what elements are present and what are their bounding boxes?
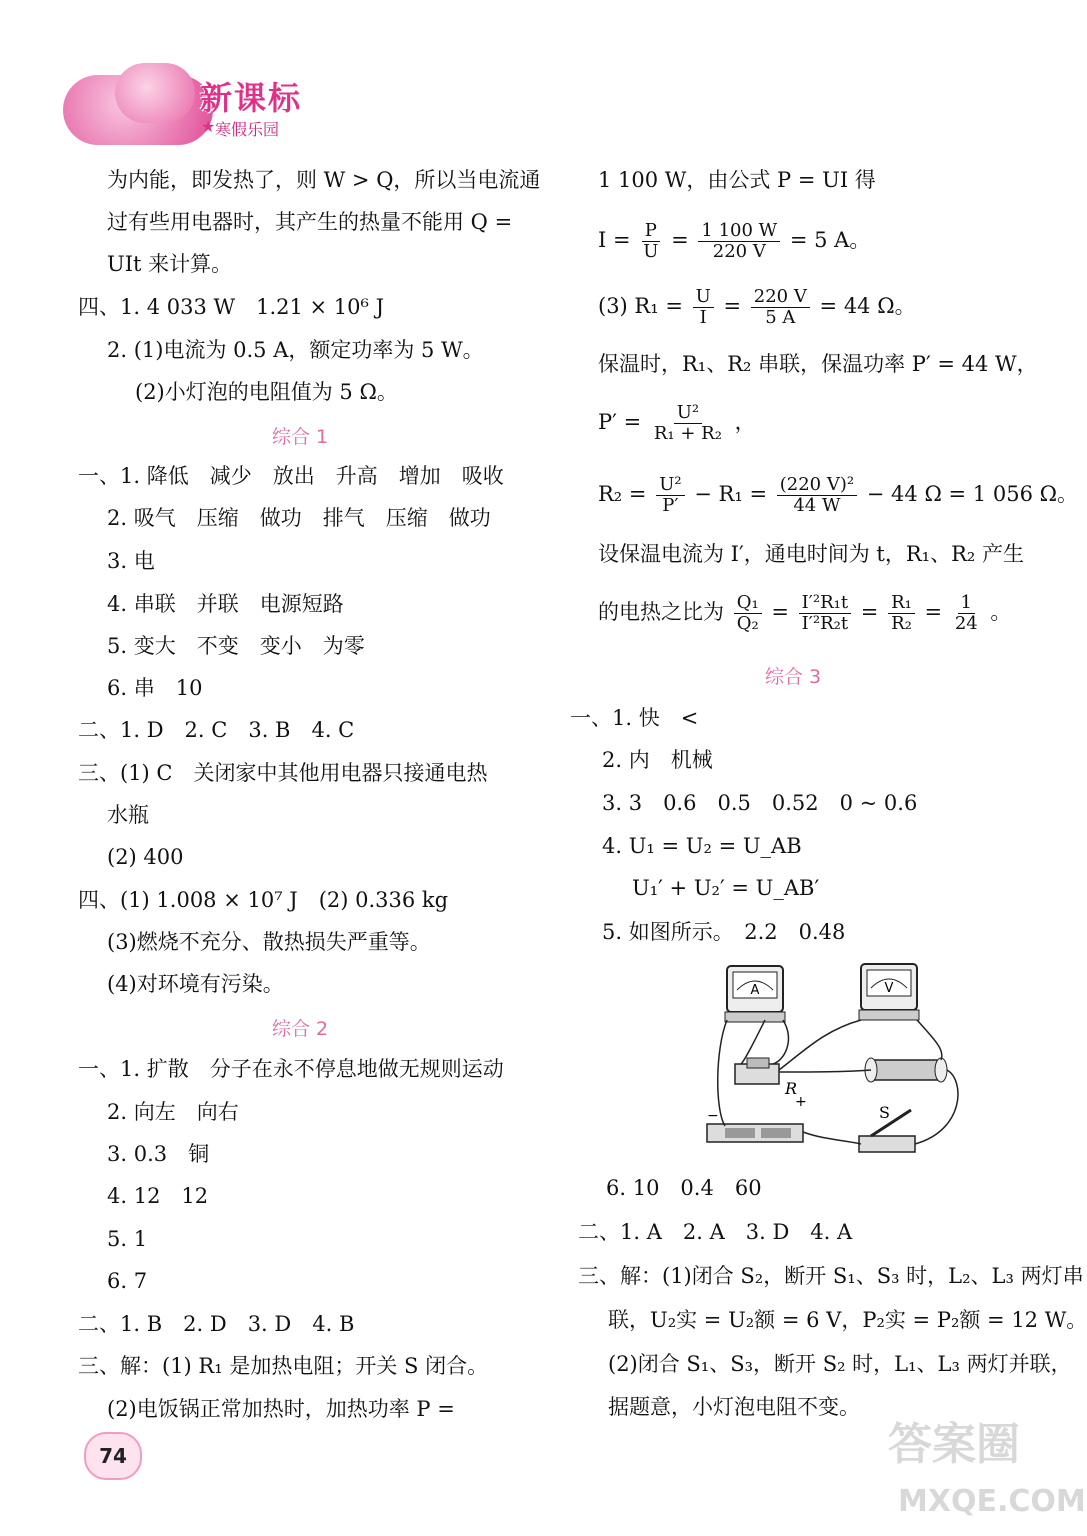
- left-line-17: 四、(1) 1.008 × 10⁷ J (2) 0.336 kg: [78, 888, 449, 912]
- fraction-numerator: U²: [674, 403, 702, 424]
- battery-positive-label: +: [795, 1094, 807, 1110]
- left-line-13: 二、1. D 2. C 3. B 4. C: [78, 718, 355, 742]
- wire: [915, 1070, 958, 1144]
- watermark-url: MXQE.COM: [898, 1484, 1086, 1519]
- formula-text: 的电热之比为: [598, 600, 724, 624]
- voltmeter-label: V: [884, 981, 894, 996]
- fraction: [693, 287, 714, 328]
- formula-text: = 44 Ω。: [819, 294, 916, 318]
- fraction-numerator: 1: [958, 593, 975, 614]
- fraction-numerator: (220 V)²: [777, 475, 857, 496]
- left-line-20: 一、1. 扩散 分子在永不停息地做无规则运动: [78, 1057, 504, 1081]
- battery-icon: [707, 1124, 803, 1142]
- ammeter-label: A: [750, 983, 760, 998]
- section-title-zonghe-2: 综合 2: [272, 1018, 329, 1040]
- left-line-19: (4)对环境有污染。: [107, 972, 284, 996]
- right-line-15: 6. 10 0.4 60: [606, 1176, 762, 1200]
- formula-r2: [598, 472, 1078, 516]
- left-line-2: 过有些用电器时，其产生的热量不能用 Q =: [107, 210, 513, 234]
- formula-text: I =: [598, 228, 631, 252]
- right-line-7: 设保温电流为 I′，通电时间为 t，R₁、R₂ 产生: [598, 542, 1024, 566]
- rheostat-icon: [865, 1058, 947, 1082]
- resistor-icon: [735, 1058, 779, 1084]
- fraction: [656, 475, 684, 516]
- wire: [718, 1020, 727, 1126]
- watermark-text: 答案圈: [888, 1419, 1020, 1470]
- right-line-16: 二、1. A 2. A 3. D 4. A: [578, 1220, 853, 1244]
- right-line-12: 4. U₁ = U₂ = U_AB: [602, 834, 802, 858]
- left-line-5: 2. (1)电流为 0.5 A，额定功率为 5 W。: [107, 338, 484, 362]
- right-line-13: U₁′ + U₂′ = U_AB′: [632, 876, 820, 900]
- fraction: [952, 593, 981, 634]
- fraction: [698, 221, 780, 262]
- fraction-numerator: P: [642, 221, 660, 242]
- left-line-22: 3. 0.3 铜: [107, 1142, 210, 1166]
- wire: [779, 1070, 871, 1072]
- left-line-4: 四、1. 4 033 W 1.21 × 10⁶ J: [78, 295, 385, 319]
- section-title-zonghe-3: 综合 3: [765, 666, 822, 688]
- left-line-14: 三、(1) C 关闭家中其他用电器只接通电热: [78, 761, 488, 785]
- formula-text: (3) R₁ =: [598, 294, 683, 318]
- fraction-denominator: 5 A: [765, 307, 796, 328]
- fraction: [734, 593, 762, 634]
- fraction: [751, 287, 810, 328]
- formula-r1: [598, 284, 916, 328]
- fraction: [640, 221, 661, 262]
- fraction-denominator: Q₂: [736, 613, 759, 634]
- fraction: [777, 475, 857, 516]
- fraction-numerator: U²: [656, 475, 684, 496]
- fraction-denominator: R₂: [891, 613, 912, 634]
- fraction-numerator: I′²R₁t: [799, 593, 851, 614]
- logo-brand-text: 新课标: [200, 79, 303, 117]
- formula-current: [598, 218, 870, 262]
- formula-text: =: [771, 600, 789, 624]
- left-line-28: (2)电饭锅正常加热时，加热功率 P =: [107, 1397, 455, 1421]
- formula-p-prime: [598, 400, 756, 444]
- fraction-numerator: Q₁: [734, 593, 762, 614]
- right-line-20: 据题意，小灯泡电阻不变。: [608, 1395, 860, 1419]
- left-line-27: 三、解：(1) R₁ 是加热电阻；开关 S 闭合。: [78, 1354, 489, 1378]
- fraction: [651, 403, 725, 444]
- right-line-1: 1 100 W，由公式 P = UI 得: [598, 168, 876, 192]
- left-line-18: (3)燃烧不充分、散热损失严重等。: [107, 930, 431, 954]
- right-line-18: 联，U₂实 = U₂额 = 6 V，P₂实 = P₂额 = 12 W。: [608, 1308, 1087, 1332]
- left-line-6: (2)小灯泡的电阻值为 5 Ω。: [135, 380, 398, 404]
- left-line-25: 6. 7: [107, 1269, 148, 1293]
- formula-text: =: [671, 228, 689, 252]
- left-line-1: 为内能，即发热了，则 W > Q，所以当电流通: [107, 168, 541, 192]
- left-line-11: 5. 变大 不变 变小 为零: [107, 634, 365, 658]
- series-logo: [55, 55, 335, 155]
- switch-label: S: [879, 1103, 890, 1122]
- fraction-denominator: I: [699, 307, 707, 328]
- wire: [779, 1020, 861, 1070]
- fraction-numerator: R₁: [888, 593, 915, 614]
- left-line-24: 5. 1: [107, 1227, 148, 1251]
- fraction-denominator: 24: [954, 613, 978, 634]
- left-line-8: 2. 吸气 压缩 做功 排气 压缩 做功: [107, 506, 491, 530]
- formula-heat-ratio: [598, 590, 1011, 634]
- formula-text: = 5 A。: [789, 228, 871, 252]
- fraction-numerator: 220 V: [751, 287, 810, 308]
- fraction-denominator: R₁ + R₂: [653, 423, 722, 444]
- resistor-label: R: [785, 1079, 798, 1098]
- fraction-denominator: 44 W: [793, 495, 841, 516]
- left-line-10: 4. 串联 并联 电源短路: [107, 592, 344, 616]
- section-title-zonghe-1: 综合 1: [272, 426, 329, 448]
- battery-negative-label: −: [707, 1108, 719, 1124]
- left-line-9: 3. 电: [107, 549, 155, 573]
- logo-subtitle: 寒假乐园: [215, 120, 280, 139]
- left-line-23: 4. 12 12: [107, 1184, 209, 1208]
- fraction: [888, 593, 915, 634]
- left-line-15: 水瓶: [107, 803, 149, 827]
- site-watermark: [858, 1400, 1086, 1536]
- fraction-numerator: U: [693, 287, 714, 308]
- right-line-11: 3. 3 0.6 0.5 0.52 0 ~ 0.6: [602, 791, 918, 815]
- wire: [773, 1020, 788, 1064]
- right-line-10: 2. 内 机械: [602, 748, 713, 772]
- left-line-21: 2. 向左 向右: [107, 1100, 239, 1124]
- fraction-denominator: 220 V: [712, 241, 766, 262]
- wire: [741, 1020, 765, 1064]
- fraction-numerator: 1 100 W: [698, 221, 780, 242]
- formula-text: =: [924, 600, 943, 624]
- fraction-denominator: P′: [662, 495, 679, 516]
- formula-text: R₂ =: [598, 482, 647, 506]
- left-line-26: 二、1. B 2. D 3. D 4. B: [78, 1312, 355, 1336]
- formula-text: P′ =: [598, 410, 642, 434]
- wire: [917, 1020, 942, 1060]
- left-line-16: (2) 400: [107, 845, 184, 869]
- page-number: 74: [84, 1432, 142, 1480]
- left-line-3: UIt 来计算。: [107, 252, 233, 276]
- formula-text: ，: [734, 410, 756, 434]
- right-line-17: 三、解：(1)闭合 S₂，断开 S₁、S₃ 时，L₂、L₃ 两灯串: [578, 1264, 1084, 1288]
- formula-text: − 44 Ω = 1 056 Ω。: [866, 482, 1079, 506]
- fraction: [799, 593, 851, 634]
- formula-text: 。: [990, 600, 1012, 624]
- right-line-14: 5. 如图所示。 2.2 0.48: [602, 920, 846, 944]
- right-line-4: 保温时，R₁、R₂ 串联，保温功率 P′ = 44 W，: [598, 352, 1038, 376]
- right-line-9: 一、1. 快 <: [570, 706, 699, 730]
- formula-text: − R₁ =: [694, 482, 768, 506]
- wire: [803, 1132, 861, 1144]
- left-line-7: 一、1. 降低 减少 放出 升高 增加 吸收: [78, 464, 504, 488]
- formula-text: =: [860, 600, 879, 624]
- formula-text: =: [723, 294, 742, 318]
- logo-snowman-graphic: [115, 63, 195, 123]
- right-line-19: (2)闭合 S₁、S₃，断开 S₂ 时，L₁、L₃ 两灯并联，: [608, 1352, 1072, 1376]
- left-line-12: 6. 串 10: [107, 676, 203, 700]
- fraction-denominator: I′²R₂t: [801, 613, 849, 634]
- circuit-diagram: [695, 960, 995, 1160]
- fraction-denominator: U: [643, 241, 659, 262]
- star-icon: ★: [201, 117, 216, 136]
